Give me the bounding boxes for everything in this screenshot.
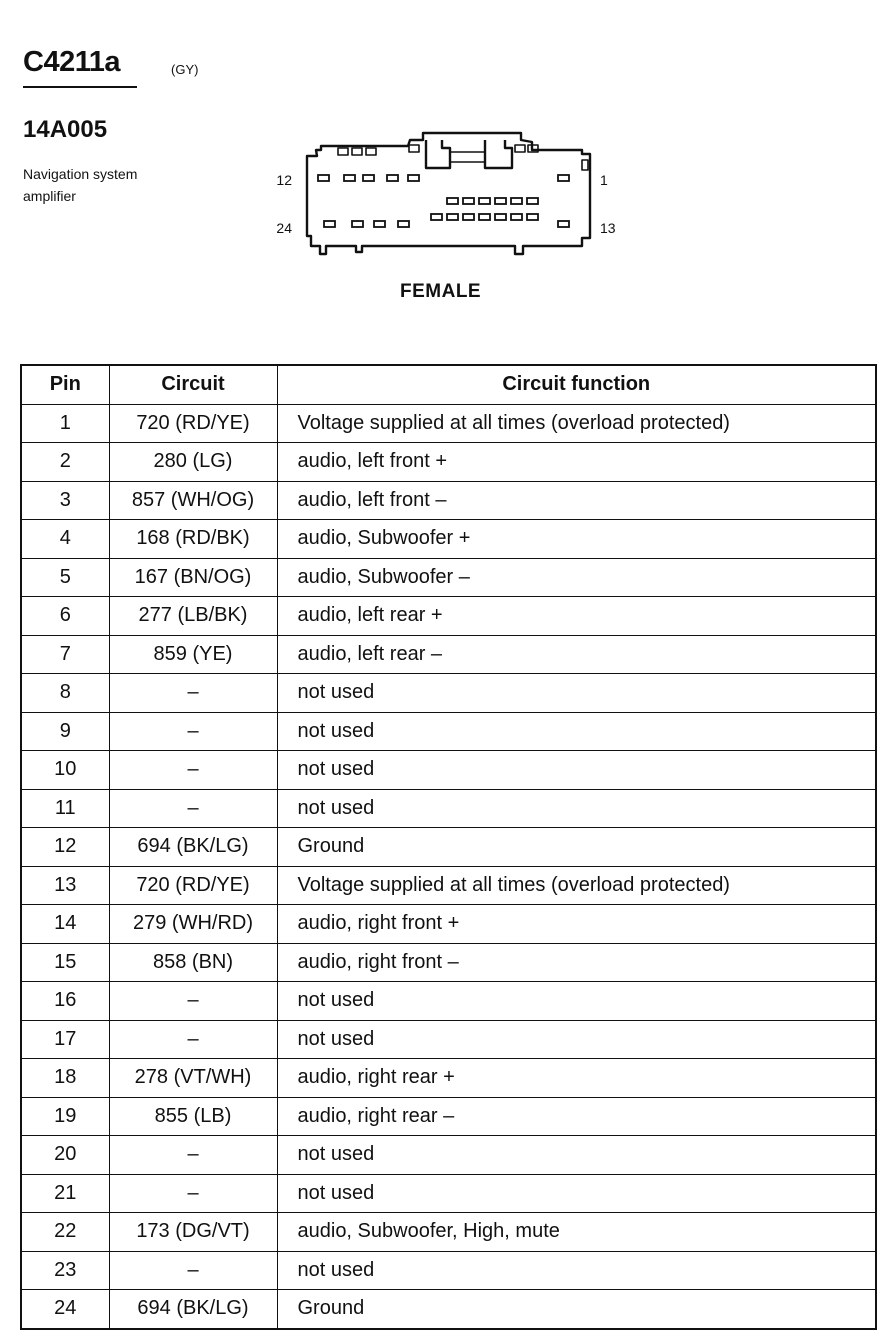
pin-cell: 4 [21, 520, 109, 559]
pin-cell: 22 [21, 1213, 109, 1252]
table-row [21, 905, 876, 944]
table-row [21, 674, 876, 713]
circuit-function-cell: audio, left front + [277, 443, 876, 482]
pin-cell: 14 [21, 905, 109, 944]
pin-label-24: 24 [276, 220, 292, 236]
connector-color-code: (GY) [171, 62, 199, 77]
circuit-function-cell: audio, left rear + [277, 597, 876, 636]
pin-cell: 8 [21, 674, 109, 713]
circuit-cell: – [109, 751, 277, 790]
table-row [21, 1136, 876, 1175]
pin-cell: 19 [21, 1097, 109, 1136]
description-line-2: amplifier [23, 188, 76, 204]
circuit-function-cell: not used [277, 1251, 876, 1290]
table-row [21, 1097, 876, 1136]
pin-cell: 5 [21, 558, 109, 597]
header-pin: Pin [21, 365, 109, 404]
part-number: 14A005 [23, 116, 108, 143]
circuit-function-cell: audio, right front + [277, 905, 876, 944]
circuit-function-cell: audio, right rear – [277, 1097, 876, 1136]
table-row [21, 404, 876, 443]
pin-cell: 17 [21, 1020, 109, 1059]
circuit-function-cell: Ground [277, 1290, 876, 1329]
pin-cell: 15 [21, 943, 109, 982]
circuit-cell: 277 (LB/BK) [109, 597, 277, 636]
circuit-function-cell: audio, right rear + [277, 1059, 876, 1098]
table-row [21, 520, 876, 559]
pin-cell: 12 [21, 828, 109, 867]
pin-cell: 9 [21, 712, 109, 751]
table-row [21, 558, 876, 597]
table-row [21, 982, 876, 1021]
circuit-cell: 859 (YE) [109, 635, 277, 674]
pin-cell: 24 [21, 1290, 109, 1329]
table-row [21, 443, 876, 482]
connector-housing-outline [307, 133, 590, 254]
circuit-cell: – [109, 674, 277, 713]
diagram-caption: FEMALE [400, 281, 482, 302]
table-row [21, 597, 876, 636]
connector-description [23, 163, 193, 207]
header-circuit-function: Circuit function [277, 365, 876, 404]
pin-cell: 16 [21, 982, 109, 1021]
circuit-function-cell: not used [277, 674, 876, 713]
latch-left [426, 140, 450, 168]
table-row [21, 751, 876, 790]
circuit-cell: 720 (RD/YE) [109, 866, 277, 905]
pin-cell: 2 [21, 443, 109, 482]
circuit-function-cell: audio, Subwoofer – [277, 558, 876, 597]
circuit-function-cell: audio, left front – [277, 481, 876, 520]
table-row [21, 943, 876, 982]
circuit-cell: 280 (LG) [109, 443, 277, 482]
pin-cell: 13 [21, 866, 109, 905]
circuit-cell: 858 (BN) [109, 943, 277, 982]
pin-cell: 20 [21, 1136, 109, 1175]
circuit-function-cell: Voltage supplied at all times (overload protected) [277, 404, 876, 443]
circuit-cell: – [109, 789, 277, 828]
connector-face-diagram [270, 128, 630, 263]
circuit-cell: – [109, 1251, 277, 1290]
pin-label-13: 13 [600, 220, 616, 236]
pin-table [20, 364, 877, 1330]
circuit-cell: – [109, 1020, 277, 1059]
pin-cell: 3 [21, 481, 109, 520]
pin-cell: 1 [21, 404, 109, 443]
circuit-cell: 278 (VT/WH) [109, 1059, 277, 1098]
circuit-function-cell: not used [277, 712, 876, 751]
pin-label-1: 1 [600, 172, 608, 188]
pin-cell: 18 [21, 1059, 109, 1098]
pin-cell: 7 [21, 635, 109, 674]
circuit-function-cell: not used [277, 1020, 876, 1059]
circuit-cell: 168 (RD/BK) [109, 520, 277, 559]
latch-right [485, 140, 512, 168]
pin-cell: 6 [21, 597, 109, 636]
pin-cell: 21 [21, 1174, 109, 1213]
table-row [21, 481, 876, 520]
circuit-function-cell: not used [277, 789, 876, 828]
circuit-function-cell: Voltage supplied at all times (overload protected) [277, 866, 876, 905]
table-row [21, 635, 876, 674]
table-row [21, 712, 876, 751]
circuit-function-cell: audio, right front – [277, 943, 876, 982]
circuit-function-cell: Ground [277, 828, 876, 867]
pin-cell: 10 [21, 751, 109, 790]
circuit-cell: 279 (WH/RD) [109, 905, 277, 944]
table-row [21, 866, 876, 905]
table-row [21, 828, 876, 867]
header-circuit: Circuit [109, 365, 277, 404]
circuit-cell: – [109, 1136, 277, 1175]
circuit-cell: 720 (RD/YE) [109, 404, 277, 443]
circuit-cell: 857 (WH/OG) [109, 481, 277, 520]
circuit-function-cell: not used [277, 1136, 876, 1175]
circuit-function-cell: audio, Subwoofer, High, mute [277, 1213, 876, 1252]
title-underline [23, 86, 137, 88]
circuit-cell: – [109, 712, 277, 751]
table-header-row [21, 365, 876, 404]
pin-cell: 11 [21, 789, 109, 828]
circuit-function-cell: audio, left rear – [277, 635, 876, 674]
circuit-function-cell: not used [277, 1174, 876, 1213]
connector-id: C4211a [23, 46, 120, 78]
pin-cell: 23 [21, 1251, 109, 1290]
pin-label-12: 12 [276, 172, 292, 188]
circuit-cell: 694 (BK/LG) [109, 1290, 277, 1329]
table-row [21, 1059, 876, 1098]
circuit-cell: 173 (DG/VT) [109, 1213, 277, 1252]
circuit-cell: 855 (LB) [109, 1097, 277, 1136]
table-row [21, 1213, 876, 1252]
table-row [21, 1020, 876, 1059]
circuit-function-cell: audio, Subwoofer + [277, 520, 876, 559]
table-row [21, 1251, 876, 1290]
circuit-function-cell: not used [277, 751, 876, 790]
circuit-cell: 694 (BK/LG) [109, 828, 277, 867]
table-row [21, 1174, 876, 1213]
circuit-cell: – [109, 1174, 277, 1213]
circuit-cell: – [109, 982, 277, 1021]
circuit-function-cell: not used [277, 982, 876, 1021]
table-row [21, 789, 876, 828]
table-row [21, 1290, 876, 1329]
circuit-cell: 167 (BN/OG) [109, 558, 277, 597]
description-line-1: Navigation system [23, 166, 138, 182]
